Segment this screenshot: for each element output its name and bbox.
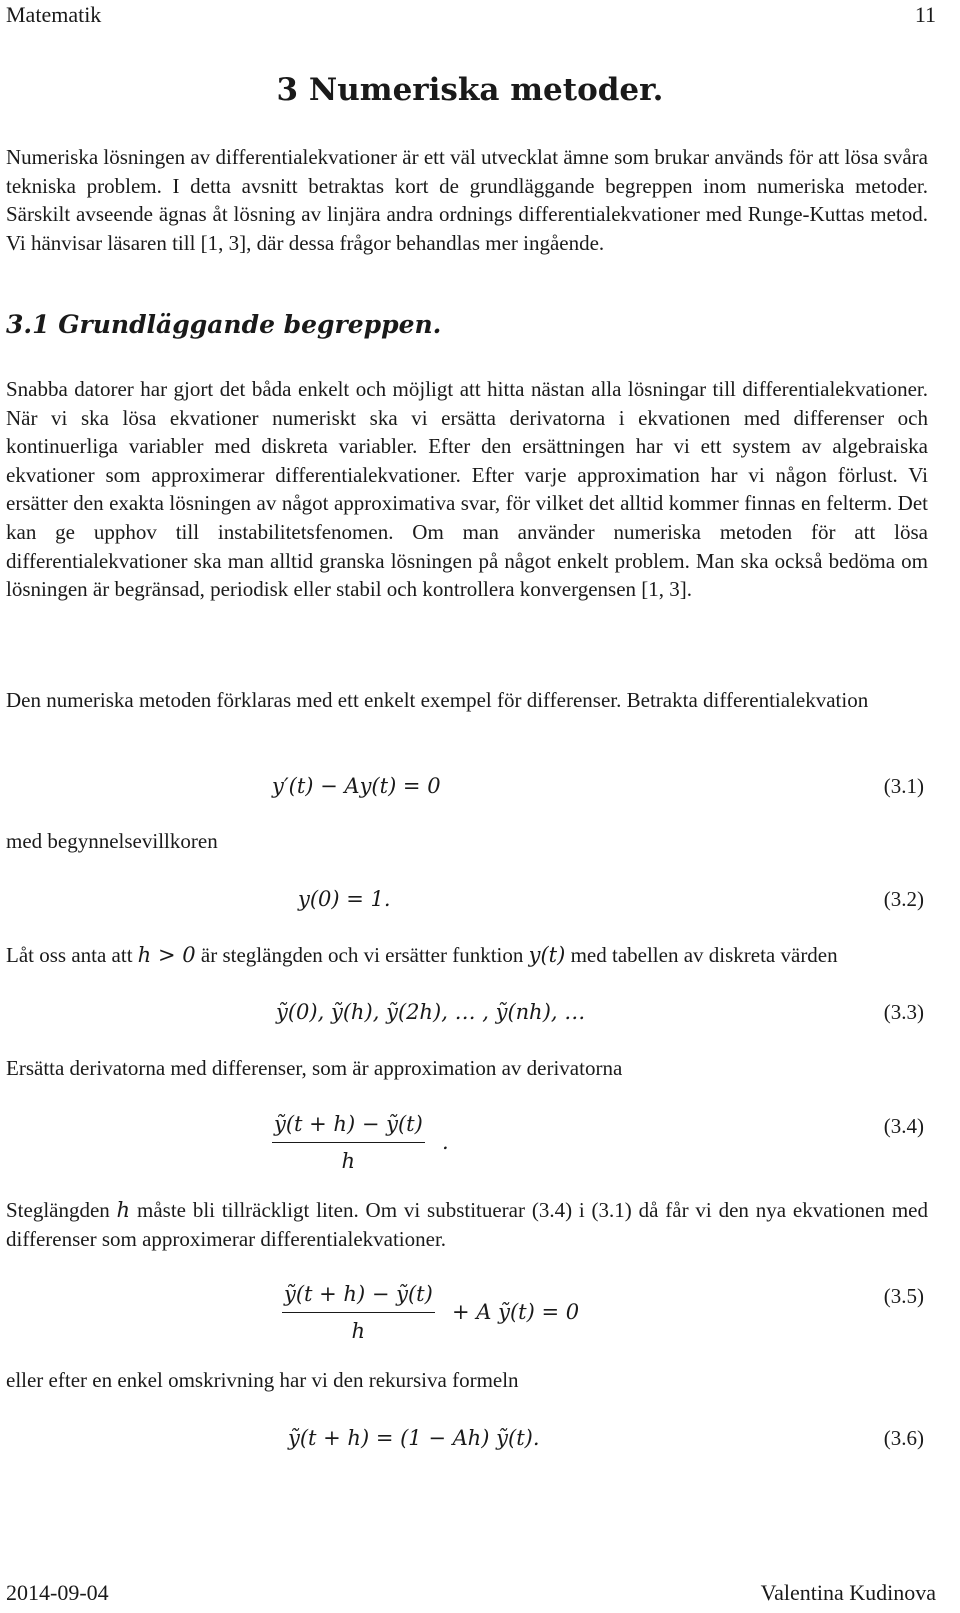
running-header-title: Matematik <box>6 2 102 27</box>
fraction-numerator: 𝑦̃(𝑡 + ℎ) − 𝑦̃(𝑡) <box>272 1110 425 1143</box>
example-paragraph: Den numeriska metoden förklaras med ett enkelt exempel för differenser. Betrakta differentialekvation <box>6 688 869 712</box>
equation-3-5-rest: + 𝐴 𝑦̃(𝑡) = 0 <box>452 1300 580 1324</box>
inline-math-h: ℎ <box>116 1198 131 1222</box>
equation-number-3-3: (3.3) <box>883 1000 924 1024</box>
fraction-denominator: ℎ <box>341 1149 356 1173</box>
substitution-paragraph <box>6 1196 928 1253</box>
text: måste bli tillräckligt liten. Om vi substituerar (3.4) i (3.1) då får vi den nya ekvationen med differenser som approximerar differentialekvationer. <box>6 1198 928 1251</box>
equation-3-2: 𝑦(0) = 1. <box>298 887 391 911</box>
footer-date: 2014-09-04 <box>6 1580 109 1605</box>
equation-number-3-1: (3.1) <box>883 774 924 798</box>
basics-paragraph: Snabba datorer har gjort det båda enkelt och möjligt att hitta nästan alla lösningar till differentialekvationer. När vi ska lösa ekvationer numeriskt ska vi ersätta derivatorna i ekvationen med differenser och kontinuerliga variabler med diskreta variabler. Efter den ersättningen har vi ett system av algebraiska ekvationer som approximerar differentialekvationer. Efter varje approximation har vi någon förlust. Vi ersätter den exakta lösningen av något approximativa svar, för vilket det alltid kommer finnas en felterm. Det kan ge upphov till instabilitetsfenomen. Om man använder numeriska metoden för att lösa differentialekvationer ska man alltid granska lösningen på något enkelt problem. Man ska också bedöma om lösningen är begränsad, periodisk eller stabil och kontrollera konvergensen [1, 3]. <box>6 377 928 602</box>
text: med tabellen av diskreta värden <box>565 943 838 967</box>
equation-3-3: 𝑦̃(0), 𝑦̃(ℎ), 𝑦̃(2ℎ), … , 𝑦̃(𝑛ℎ), … <box>276 1000 586 1024</box>
subsection-heading: 3.1 Grundläggande begreppen. <box>6 310 442 339</box>
intro-paragraph: Numeriska lösningen av differentialekvationer är ett väl utvecklat ämne som brukar används för att lösa svåra tekniska problem. I detta avsnitt betraktas kort de grundläggande begreppen inom numeriska metoder. Särskilt avseende ägnas åt lösning av linjära andra ordnings differentialekvationer med Runge-Kuttas metod. Vi hänvisar läsaren till [1, 3], där dessa frågor behandlas mer ingående. <box>6 145 928 255</box>
text: Låt oss anta att <box>6 943 138 967</box>
section-heading: 3 Numeriska metoder. <box>276 72 664 108</box>
equation-3-4-fraction <box>272 1110 425 1175</box>
initial-condition-label: med begynnelsevillkoren <box>6 829 218 853</box>
step-length-paragraph <box>6 941 928 970</box>
fraction-numerator: 𝑦̃(𝑡 + ℎ) − 𝑦̃(𝑡) <box>282 1280 435 1313</box>
equation-3-4-period: . <box>442 1130 449 1154</box>
derivative-paragraph: Ersätta derivatorna med differenser, som är approximation av derivatorna <box>6 1056 623 1080</box>
equation-3-6: 𝑦̃(𝑡 + ℎ) = (1 − 𝐴ℎ) 𝑦̃(𝑡). <box>288 1426 540 1450</box>
page-number: 11 <box>914 2 936 27</box>
equation-number-3-5: (3.5) <box>883 1284 924 1308</box>
inline-math-h-positive: ℎ > 0 <box>137 943 196 967</box>
text: är steglängden och vi ersätter funktion <box>195 943 529 967</box>
recursive-intro-paragraph: eller efter en enkel omskrivning har vi den rekursiva formeln <box>6 1368 519 1392</box>
footer-author: Valentina Kudinova <box>760 1580 936 1605</box>
fraction-denominator: ℎ <box>351 1319 366 1343</box>
equation-3-5-fraction <box>282 1280 435 1345</box>
equation-3-1: 𝑦′(𝑡) − 𝐴𝑦(𝑡) = 0 <box>272 774 441 798</box>
inline-math-y-of-t: 𝑦(𝑡) <box>528 943 566 967</box>
equation-number-3-2: (3.2) <box>883 887 924 911</box>
text: Steglängden <box>6 1198 117 1222</box>
equation-number-3-6: (3.6) <box>883 1426 924 1450</box>
equation-number-3-4: (3.4) <box>883 1114 924 1138</box>
